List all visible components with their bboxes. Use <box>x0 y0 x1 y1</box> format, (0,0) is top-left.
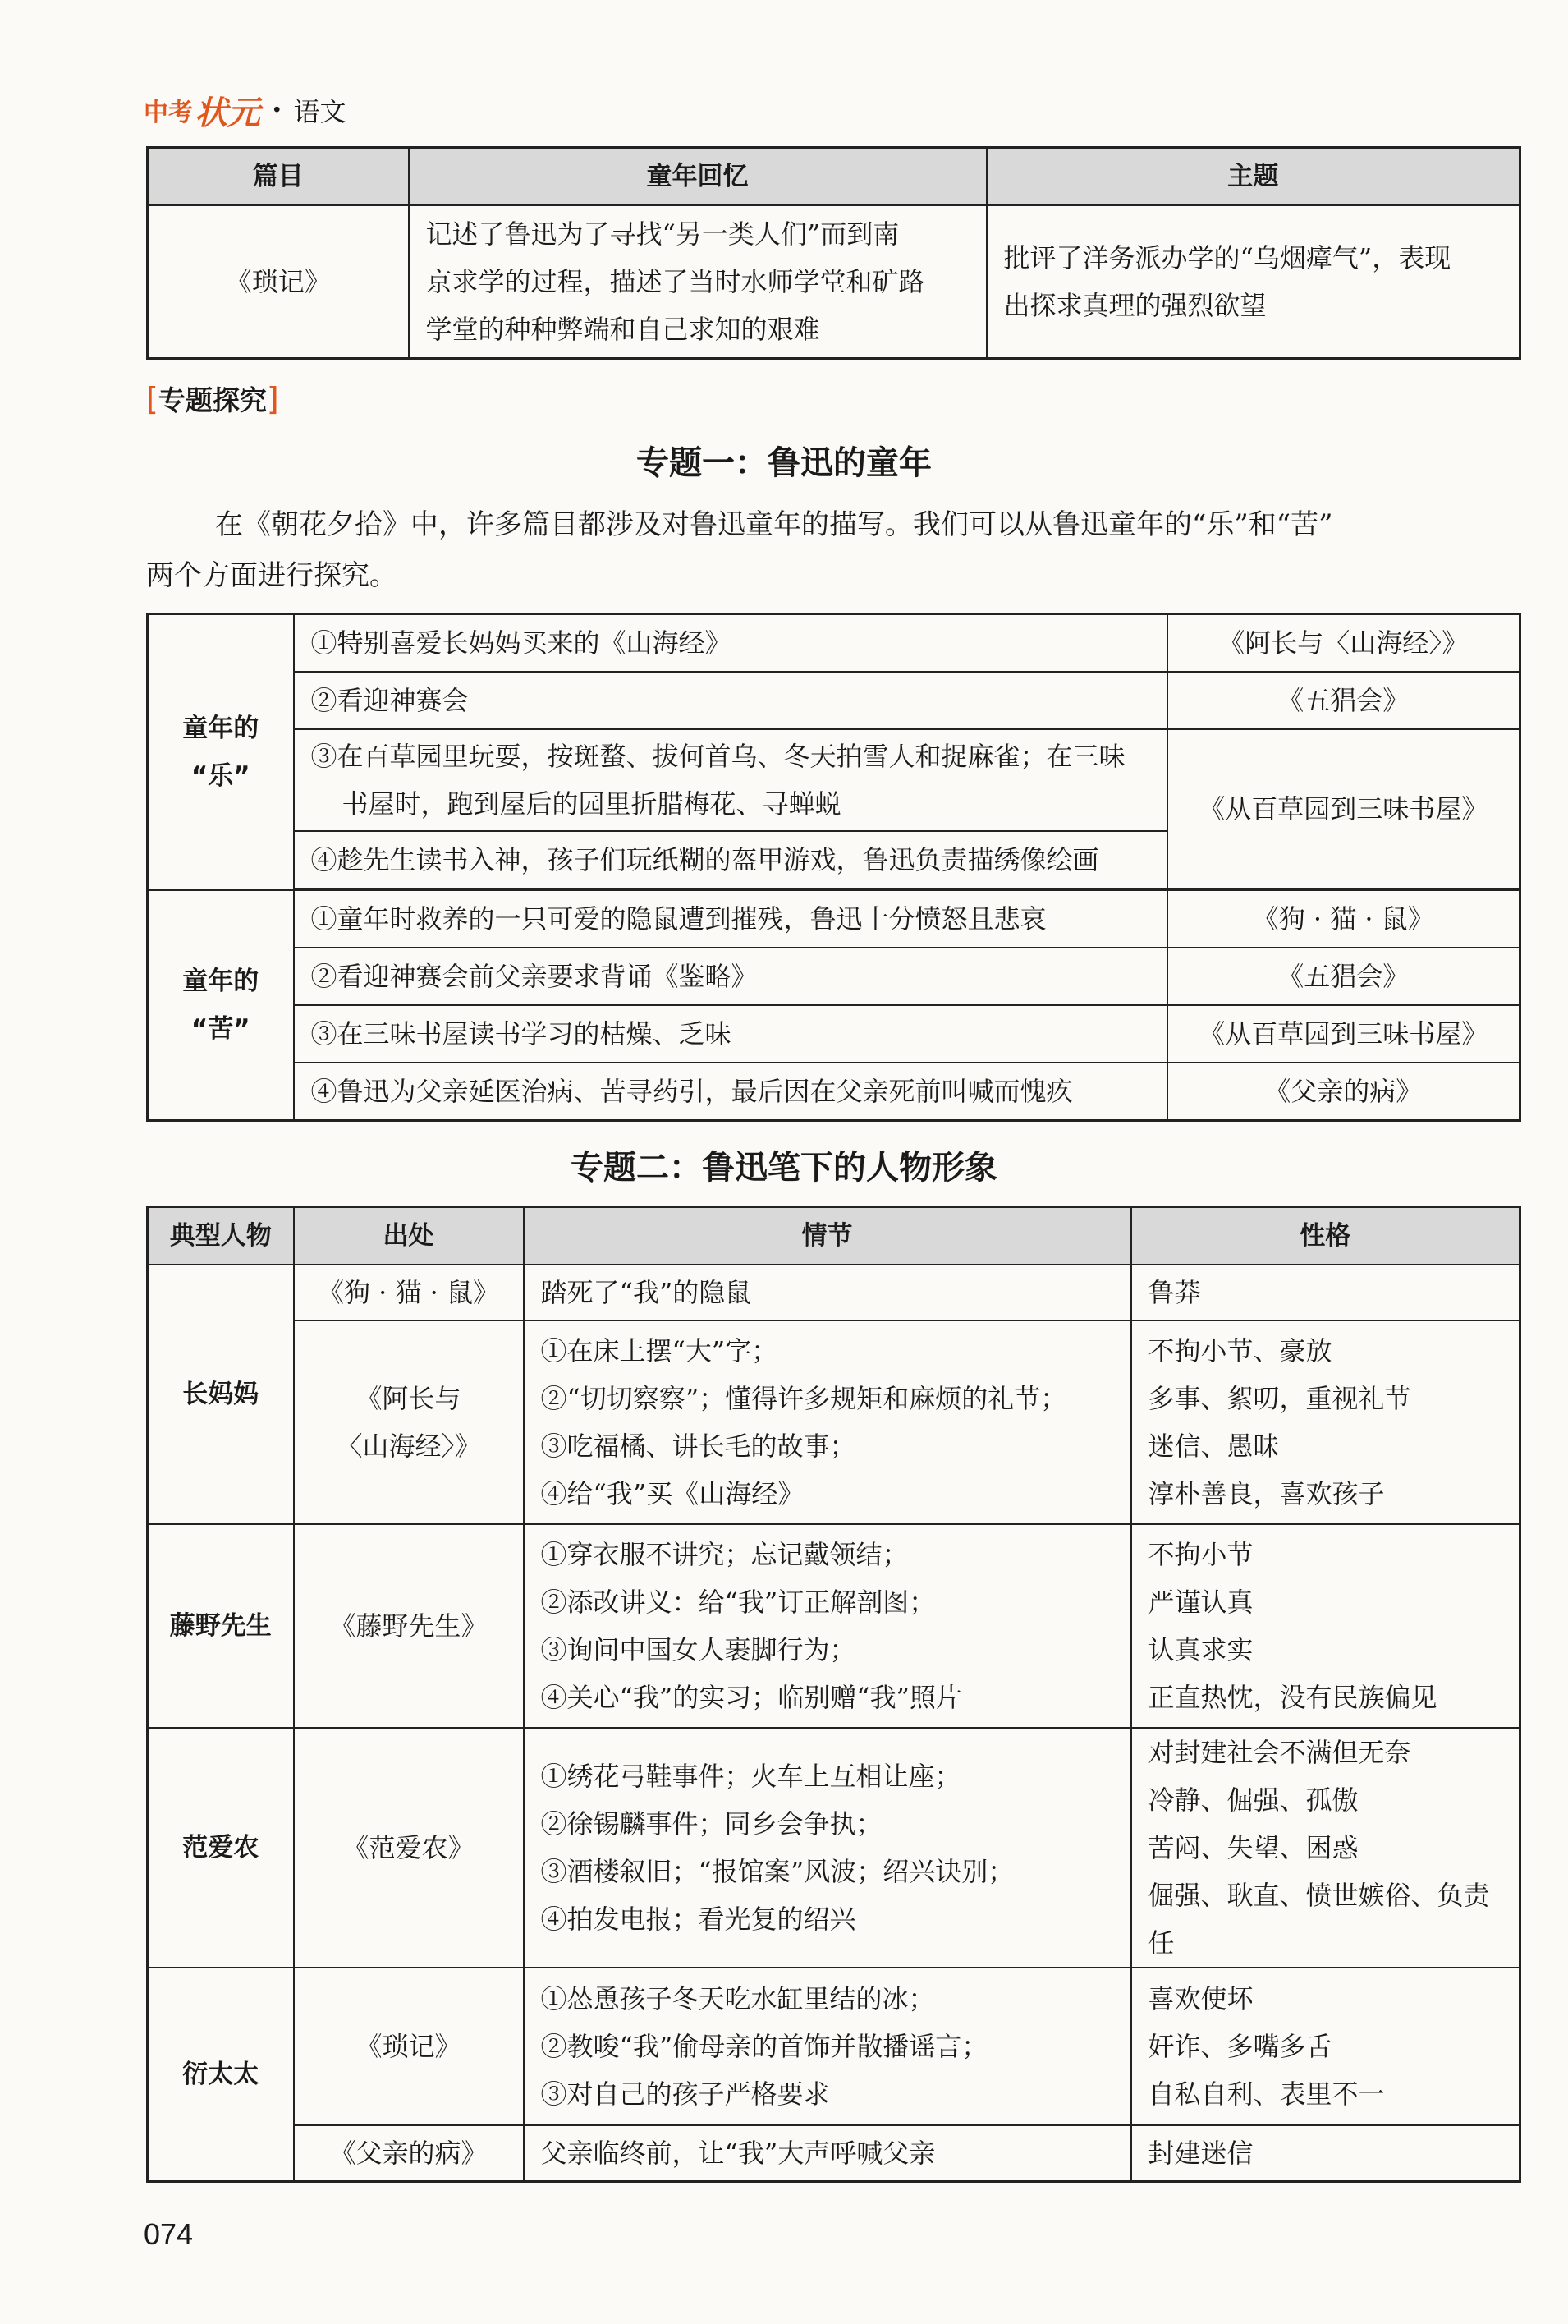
plot-line: ③对自己的孩子严格要求 <box>540 2078 830 2110</box>
plot-line: ②“切切察察”；懂得许多规矩和麻烦的礼节； <box>540 1383 1067 1414</box>
table-row <box>148 1728 1520 1968</box>
plot-line: ②教唆“我”偷母亲的首饰并散播谣言； <box>540 2031 988 2062</box>
table-row <box>148 1320 1520 1524</box>
cell-theme <box>987 205 1520 359</box>
subject-label: 语文 <box>293 96 346 127</box>
trait-cell: 鲁莽 <box>1131 1265 1520 1320</box>
table-row <box>148 2125 1520 2182</box>
col-header-plot: 情节 <box>524 1207 1131 1265</box>
joy-item: ①特别喜爱长妈妈买来的《山海经》 <box>294 614 1167 673</box>
plot-cell: 父亲临终前，让“我”大声呼喊父亲 <box>524 2125 1131 2182</box>
trait-line: 正直热忱，没有民族偏见 <box>1148 1682 1437 1713</box>
topic1-intro <box>146 499 1525 601</box>
intro-line: 两个方面进行探究。 <box>146 559 397 592</box>
trait-line: 不拘小节 <box>1148 1539 1254 1570</box>
source-line: 〈山海经〉》 <box>336 1431 481 1462</box>
table-row <box>148 890 1520 948</box>
trait-line: 冷静、倔强、孤傲 <box>1148 1784 1359 1816</box>
trait-line: 多事、絮叨，重视礼节 <box>1148 1383 1411 1414</box>
memory-line: 京求学的过程，描述了当时水师学堂和矿路 <box>425 266 925 297</box>
plot-cell <box>524 1320 1131 1524</box>
col-header-title: 篇目 <box>148 148 409 206</box>
page-number: 074 <box>144 2217 194 2251</box>
joy-label-line: 童年的 <box>182 714 259 743</box>
bitter-label <box>148 890 294 1121</box>
col-header-theme: 主题 <box>987 148 1520 206</box>
bitter-label-line: “苦” <box>190 1014 250 1044</box>
trait-line: 迷信、愚昧 <box>1148 1431 1280 1462</box>
joy-source: 《五猖会》 <box>1167 672 1520 729</box>
plot-line: ③酒楼叙旧；“报馆案”风波；绍兴诀别； <box>540 1856 1015 1887</box>
plot-cell <box>524 1968 1131 2125</box>
bitter-item: ③在三味书屋读书学习的枯燥、乏味 <box>294 1005 1167 1063</box>
table-row <box>148 729 1520 831</box>
brand-logo-part1: 中考 <box>144 99 193 127</box>
joy-label-line: “乐” <box>190 761 250 791</box>
plot-line: ③吃福橘、讲长毛的故事； <box>540 1431 856 1462</box>
cell-title: 《琐记》 <box>148 205 409 359</box>
brand-logo-part2: 状元 <box>195 93 260 132</box>
trait-line: 淳朴善良，喜欢孩子 <box>1148 1478 1385 1509</box>
bracket-close: ] <box>266 381 279 417</box>
character-name: 衍太太 <box>148 1968 294 2182</box>
table-row <box>148 205 1520 359</box>
plot-line: ①怂恿孩子冬天吃水缸里结的冰； <box>540 1983 935 2014</box>
trait-line: 对封建社会不满但无奈 <box>1148 1737 1411 1768</box>
bitter-source: 《五猖会》 <box>1167 948 1520 1005</box>
plot-line: ②添改讲义：给“我”订正解剖图； <box>540 1587 936 1618</box>
bitter-source: 《从百草园到三味书屋》 <box>1167 1005 1520 1063</box>
trait-line: 认真求实 <box>1148 1634 1254 1665</box>
plot-line: ①绣花弓鞋事件；火车上互相让座； <box>540 1761 961 1792</box>
bitter-source: 《父亲的病》 <box>1167 1063 1520 1121</box>
trait-line: 倔强、耿直、愤世嫉俗、负责任 <box>1148 1880 1490 1959</box>
table-row <box>148 1265 1520 1320</box>
intro-line: 在《朝花夕拾》中，许多篇目都涉及对鲁迅童年的描写。我们可以从鲁迅童年的“乐”和“苦” <box>215 508 1333 541</box>
theme-line: 批评了洋务派办学的“乌烟瘴气”，表现 <box>1003 242 1451 273</box>
source-cell: 《父亲的病》 <box>294 2125 524 2182</box>
page-header <box>144 89 346 131</box>
plot-line: ④关心“我”的实习；临别赠“我”照片 <box>540 1682 962 1713</box>
source-cell: 《狗 · 猫 · 鼠》 <box>294 1265 524 1320</box>
source-cell <box>294 1320 524 1524</box>
joy-source: 《从百草园到三味书屋》 <box>1167 729 1520 889</box>
table-header-row <box>148 148 1520 206</box>
col-header-character: 典型人物 <box>148 1207 294 1265</box>
source-cell: 《琐记》 <box>294 1968 524 2125</box>
table-row <box>148 1524 1520 1728</box>
bitter-item: ①童年时救养的一只可爱的隐鼠遭到摧残，鲁迅十分愤怒且悲哀 <box>294 890 1167 948</box>
plot-line: ①在床上摆“大”字； <box>540 1335 778 1366</box>
plot-line: ①穿衣服不讲究；忘记戴领结； <box>540 1539 909 1570</box>
section-tag-text: 专题探究 <box>158 384 267 416</box>
table-row <box>148 1005 1520 1063</box>
character-name: 藤野先生 <box>148 1524 294 1728</box>
section-tag <box>146 379 279 418</box>
source-cell: 《范爱农》 <box>294 1728 524 1968</box>
table-row <box>148 614 1520 673</box>
table-header-row <box>148 1207 1520 1265</box>
memory-line: 学堂的种种弊端和自己求知的艰难 <box>425 314 820 345</box>
joy-item: ④趁先生读书入神，孩子们玩纸糊的盔甲游戏，鲁迅负责描绣像绘画 <box>294 831 1167 889</box>
col-header-trait: 性格 <box>1131 1207 1520 1265</box>
col-header-memory: 童年回忆 <box>409 148 987 206</box>
trait-line: 奸诈、多嘴多舌 <box>1148 2031 1332 2062</box>
childhood-table <box>146 613 1521 1122</box>
plot-line: ④拍发电报；看光复的绍兴 <box>540 1904 856 1935</box>
source-line: 《阿长与 <box>355 1383 461 1414</box>
memory-line: 记述了鲁迅为了寻找“另一类人们”而到南 <box>425 218 900 250</box>
trait-line: 喜欢使坏 <box>1148 1983 1254 2014</box>
col-header-source: 出处 <box>294 1207 524 1265</box>
joy-item <box>294 729 1167 831</box>
plot-cell: 踏死了“我”的隐鼠 <box>524 1265 1131 1320</box>
topic2-title: 专题二：鲁迅笔下的人物形象 <box>571 1149 997 1187</box>
character-name: 范爱农 <box>148 1728 294 1968</box>
trait-line: 苦闷、失望、困惑 <box>1148 1832 1359 1863</box>
bitter-source: 《狗 · 猫 · 鼠》 <box>1167 890 1520 948</box>
character-name: 长妈妈 <box>148 1265 294 1524</box>
plot-cell <box>524 1524 1131 1728</box>
plot-cell <box>524 1728 1131 1968</box>
bitter-label-line: 童年的 <box>182 967 259 996</box>
header-dot: · <box>272 93 282 127</box>
bitter-item: ②看迎神赛会前父亲要求背诵《鉴略》 <box>294 948 1167 1005</box>
theme-line: 出探求真理的强烈欲望 <box>1003 290 1267 321</box>
trait-cell <box>1131 1320 1520 1524</box>
plot-line: ③询问中国女人裹脚行为； <box>540 1634 856 1665</box>
trait-cell <box>1131 1728 1520 1968</box>
trait-cell <box>1131 1968 1520 2125</box>
table-row <box>148 948 1520 1005</box>
cell-memory <box>409 205 987 359</box>
trait-cell <box>1131 1524 1520 1728</box>
joy-item-line: ③在百草园里玩耍，按斑蝥、拔何首乌、冬天拍雪人和捉麻雀；在三味 <box>310 741 1126 772</box>
bitter-item: ④鲁迅为父亲延医治病、苦寻药引，最后因在父亲死前叫喊而愧疚 <box>294 1063 1167 1121</box>
joy-item-line: 书屋时，跑到屋后的园里折腊梅花、寻蝉蜕 <box>342 788 841 820</box>
plot-line: ④给“我”买《山海经》 <box>540 1478 805 1509</box>
trait-cell: 封建迷信 <box>1131 2125 1520 2182</box>
characters-table <box>146 1206 1521 2183</box>
trait-line: 自私自利、表里不一 <box>1148 2078 1385 2110</box>
table-row <box>148 1063 1520 1121</box>
topic1-title: 专题一：鲁迅的童年 <box>636 444 932 482</box>
trait-line: 严谨认真 <box>1148 1587 1254 1618</box>
joy-item: ②看迎神赛会 <box>294 672 1167 729</box>
joy-source: 《阿长与〈山海经〉》 <box>1167 614 1520 673</box>
table-row <box>148 672 1520 729</box>
bracket-open: [ <box>146 381 158 417</box>
table-row <box>148 1968 1520 2125</box>
joy-label <box>148 614 294 891</box>
plot-line: ②徐锡麟事件；同乡会争执； <box>540 1808 883 1839</box>
summary-table <box>146 146 1521 360</box>
source-cell: 《藤野先生》 <box>294 1524 524 1728</box>
trait-line: 不拘小节、豪放 <box>1148 1335 1332 1366</box>
